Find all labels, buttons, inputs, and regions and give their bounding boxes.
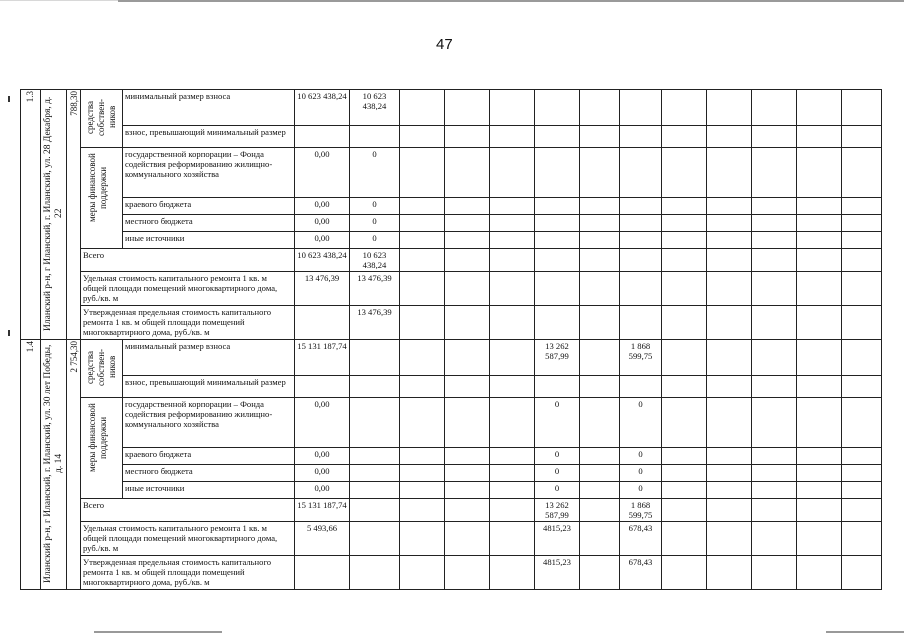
- value-cell: [662, 522, 707, 556]
- margin-mark: [8, 96, 10, 102]
- margin-mark: [8, 330, 10, 336]
- row-label: Утвержденная предельная стоимость капитального ремонта 1 кв. м общей площади помещений многоквартирного дома, руб./кв. м: [81, 556, 295, 590]
- value-cell: [707, 90, 752, 126]
- value-cell: [842, 148, 882, 198]
- row-label: краевого бюджета: [123, 198, 295, 215]
- value-cell: [662, 249, 707, 272]
- value-cell: [490, 448, 535, 465]
- table-row: [21, 499, 882, 522]
- value-cell: [400, 232, 445, 249]
- table-row: [21, 522, 882, 556]
- value-cell: [490, 215, 535, 232]
- value-cell: [797, 522, 842, 556]
- value-cell: [752, 249, 797, 272]
- value-cell: [400, 90, 445, 126]
- page-number: 47: [436, 36, 453, 53]
- section-number-cell: [21, 90, 41, 340]
- value-cell: [350, 376, 400, 398]
- table-row: [21, 306, 882, 340]
- value-cell: [842, 376, 882, 398]
- owners-funds-label: средства собствен-ников: [84, 98, 117, 136]
- value-cell: [535, 90, 580, 126]
- value-cell: [707, 126, 752, 148]
- value-cell: [445, 306, 490, 340]
- row-label: Удельная стоимость капитального ремонта 1 кв. м общей площади помещений многоквартирного дома, руб./кв. м: [81, 522, 295, 556]
- value-cell: 0: [350, 148, 400, 198]
- value-cell: [797, 148, 842, 198]
- value-cell: [752, 376, 797, 398]
- area-cell: [67, 90, 81, 340]
- value-cell: [752, 272, 797, 306]
- value-cell: 0,00: [295, 398, 350, 448]
- owners-funds-label: средства собствен-ников: [84, 348, 117, 386]
- value-cell: [797, 249, 842, 272]
- value-cell: [580, 232, 620, 249]
- table-row: [21, 215, 882, 232]
- value-cell: 0: [535, 398, 580, 448]
- value-cell: 10 623 438,24: [295, 90, 350, 126]
- financial-support-label: меры финансовой поддержки: [86, 403, 108, 473]
- value-cell: 0: [535, 482, 580, 499]
- table-row: [21, 340, 882, 376]
- value-cell: [707, 398, 752, 448]
- value-cell: [707, 249, 752, 272]
- value-cell: [797, 340, 842, 376]
- row-label: иные источники: [123, 482, 295, 499]
- value-cell: [580, 556, 620, 590]
- value-cell: [350, 482, 400, 499]
- value-cell: [842, 198, 882, 215]
- value-cell: 4815,23: [535, 522, 580, 556]
- building-address: Иланский р-н, г Иланский, г. Иланский, ул. 28 Декабря, д. 22: [43, 96, 64, 331]
- value-cell: [580, 198, 620, 215]
- value-cell: [580, 398, 620, 448]
- value-cell: [842, 398, 882, 448]
- value-cell: 0,00: [295, 215, 350, 232]
- value-cell: [350, 448, 400, 465]
- value-cell: 5 493,66: [295, 522, 350, 556]
- value-cell: [707, 499, 752, 522]
- value-cell: [842, 465, 882, 482]
- table-row: [21, 198, 882, 215]
- value-cell: [445, 215, 490, 232]
- value-cell: [580, 215, 620, 232]
- value-cell: 13 476,39: [295, 272, 350, 306]
- value-cell: [662, 376, 707, 398]
- value-cell: [662, 398, 707, 448]
- value-cell: [350, 556, 400, 590]
- value-cell: [620, 376, 662, 398]
- value-cell: 10 623 438,24: [350, 249, 400, 272]
- value-cell: [752, 148, 797, 198]
- value-cell: [662, 306, 707, 340]
- value-cell: [400, 499, 445, 522]
- row-label: Удельная стоимость капитального ремонта 1 кв. м общей площади помещений многоквартирного дома, руб./кв. м: [81, 272, 295, 306]
- value-cell: 0,00: [295, 198, 350, 215]
- row-label: государственной корпорации – Фонда содействия реформированию жилищно-коммунального хозяйства: [123, 148, 295, 198]
- value-cell: 0: [620, 482, 662, 499]
- value-cell: [707, 198, 752, 215]
- value-cell: [295, 376, 350, 398]
- value-cell: [662, 198, 707, 215]
- value-cell: [490, 90, 535, 126]
- value-cell: [842, 215, 882, 232]
- value-cell: [842, 306, 882, 340]
- value-cell: [535, 126, 580, 148]
- value-cell: [707, 148, 752, 198]
- table-row: [21, 126, 882, 148]
- value-cell: [707, 376, 752, 398]
- value-cell: [535, 272, 580, 306]
- value-cell: [842, 249, 882, 272]
- value-cell: [295, 556, 350, 590]
- row-label: минимальный размер взноса: [123, 340, 295, 376]
- row-label: краевого бюджета: [123, 448, 295, 465]
- building-address: Иланский р-н, г Иланский, г. Иланский, ул. 30 лет Победы, д. 14: [43, 344, 64, 583]
- value-cell: [662, 126, 707, 148]
- value-cell: 0: [620, 465, 662, 482]
- address-cell: [41, 340, 67, 590]
- value-cell: [797, 499, 842, 522]
- value-cell: [662, 499, 707, 522]
- scan-edge-bottom-right: [826, 631, 904, 633]
- value-cell: [842, 340, 882, 376]
- row-label: взнос, превышающий минимальный размер: [123, 126, 295, 148]
- value-cell: [580, 272, 620, 306]
- table-row: [21, 249, 882, 272]
- value-cell: [400, 198, 445, 215]
- value-cell: [445, 198, 490, 215]
- financial-support-label: меры финансовой поддержки: [86, 153, 108, 223]
- value-cell: 678,43: [620, 556, 662, 590]
- value-cell: [752, 340, 797, 376]
- value-cell: [842, 556, 882, 590]
- value-cell: [620, 90, 662, 126]
- value-cell: [842, 90, 882, 126]
- value-cell: [445, 465, 490, 482]
- value-cell: [445, 448, 490, 465]
- value-cell: [445, 482, 490, 499]
- value-cell: [400, 448, 445, 465]
- value-cell: [797, 376, 842, 398]
- scan-edge-top: [118, 0, 904, 2]
- value-cell: [752, 215, 797, 232]
- value-cell: [535, 148, 580, 198]
- value-cell: [662, 90, 707, 126]
- section-number: 1.3: [25, 91, 35, 103]
- repair-funding-table: [20, 89, 882, 590]
- value-cell: [662, 232, 707, 249]
- value-cell: [580, 126, 620, 148]
- value-cell: [535, 249, 580, 272]
- value-cell: [797, 232, 842, 249]
- value-cell: 0: [350, 198, 400, 215]
- value-cell: [707, 448, 752, 465]
- value-cell: [400, 249, 445, 272]
- value-cell: [620, 198, 662, 215]
- value-cell: [580, 249, 620, 272]
- row-label: иные источники: [123, 232, 295, 249]
- value-cell: [445, 340, 490, 376]
- table-row: [21, 482, 882, 499]
- value-cell: [707, 306, 752, 340]
- building-area: 2 754,30: [69, 341, 79, 373]
- value-cell: 0,00: [295, 232, 350, 249]
- value-cell: [797, 90, 842, 126]
- value-cell: [295, 126, 350, 148]
- value-cell: [445, 499, 490, 522]
- value-cell: [662, 556, 707, 590]
- row-label: взнос, превышающий минимальный размер: [123, 376, 295, 398]
- value-cell: [580, 376, 620, 398]
- value-cell: 0: [535, 465, 580, 482]
- value-cell: [752, 398, 797, 448]
- value-cell: [490, 340, 535, 376]
- value-cell: [535, 215, 580, 232]
- value-cell: [490, 376, 535, 398]
- section-number-cell: [21, 340, 41, 590]
- value-cell: 13 476,39: [350, 306, 400, 340]
- value-cell: [535, 232, 580, 249]
- table-row: [21, 148, 882, 198]
- table-row: [21, 465, 882, 482]
- value-cell: 0,00: [295, 465, 350, 482]
- value-cell: [490, 306, 535, 340]
- value-cell: 13 262 587,99: [535, 340, 580, 376]
- value-cell: [662, 148, 707, 198]
- value-cell: [445, 90, 490, 126]
- value-cell: 0: [620, 398, 662, 448]
- value-cell: 4815,23: [535, 556, 580, 590]
- value-cell: [620, 148, 662, 198]
- value-cell: [490, 465, 535, 482]
- area-cell: [67, 340, 81, 590]
- value-cell: [662, 482, 707, 499]
- value-cell: [400, 148, 445, 198]
- value-cell: 0,00: [295, 482, 350, 499]
- value-cell: [752, 499, 797, 522]
- value-cell: [350, 340, 400, 376]
- value-cell: [400, 126, 445, 148]
- value-cell: [445, 556, 490, 590]
- value-cell: [662, 272, 707, 306]
- value-cell: [580, 306, 620, 340]
- value-cell: [797, 306, 842, 340]
- value-cell: [490, 198, 535, 215]
- value-cell: [535, 198, 580, 215]
- value-cell: [797, 448, 842, 465]
- value-cell: [535, 376, 580, 398]
- table-row: [21, 556, 882, 590]
- value-cell: [445, 232, 490, 249]
- value-cell: [842, 522, 882, 556]
- value-cell: [620, 232, 662, 249]
- value-cell: [797, 272, 842, 306]
- table-row: [21, 272, 882, 306]
- value-cell: [445, 272, 490, 306]
- value-cell: [620, 272, 662, 306]
- row-label: минимальный размер взноса: [123, 90, 295, 126]
- value-cell: [797, 198, 842, 215]
- value-cell: [797, 215, 842, 232]
- value-cell: [445, 376, 490, 398]
- value-cell: [752, 126, 797, 148]
- address-cell: [41, 90, 67, 340]
- value-cell: [580, 340, 620, 376]
- value-cell: [707, 215, 752, 232]
- table-row: [21, 90, 882, 126]
- value-cell: [400, 215, 445, 232]
- value-cell: [620, 215, 662, 232]
- value-cell: 15 131 187,74: [295, 340, 350, 376]
- row-label: местного бюджета: [123, 465, 295, 482]
- value-cell: [707, 232, 752, 249]
- value-cell: [490, 482, 535, 499]
- value-cell: [842, 499, 882, 522]
- value-cell: 0: [350, 215, 400, 232]
- row-label: Утвержденная предельная стоимость капитального ремонта 1 кв. м общей площади помещений многоквартирного дома, руб./кв. м: [81, 306, 295, 340]
- value-cell: [490, 126, 535, 148]
- value-cell: [400, 306, 445, 340]
- value-cell: [662, 465, 707, 482]
- value-cell: [752, 90, 797, 126]
- value-cell: [752, 448, 797, 465]
- value-cell: [350, 465, 400, 482]
- table-row: [21, 448, 882, 465]
- value-cell: [350, 398, 400, 448]
- value-cell: [490, 499, 535, 522]
- value-cell: [350, 126, 400, 148]
- value-cell: [535, 306, 580, 340]
- value-cell: [490, 148, 535, 198]
- value-cell: [842, 272, 882, 306]
- value-cell: 678,43: [620, 522, 662, 556]
- value-cell: [580, 522, 620, 556]
- value-cell: 0,00: [295, 448, 350, 465]
- scan-edge-bottom-left: [94, 631, 222, 633]
- value-cell: [752, 306, 797, 340]
- value-cell: 0,00: [295, 148, 350, 198]
- value-cell: [445, 522, 490, 556]
- value-cell: 0: [620, 448, 662, 465]
- value-cell: [620, 306, 662, 340]
- value-cell: [797, 556, 842, 590]
- value-cell: 10 623 438,24: [350, 90, 400, 126]
- value-cell: [400, 376, 445, 398]
- value-cell: [620, 249, 662, 272]
- value-cell: [400, 465, 445, 482]
- value-cell: 0: [350, 232, 400, 249]
- scan-edge-top-left: [0, 0, 118, 1]
- value-cell: [662, 340, 707, 376]
- value-cell: [842, 126, 882, 148]
- value-cell: 1 868 599,75: [620, 499, 662, 522]
- value-cell: [445, 148, 490, 198]
- value-cell: [490, 272, 535, 306]
- value-cell: [490, 398, 535, 448]
- table-row: [21, 398, 882, 448]
- value-cell: [752, 556, 797, 590]
- value-cell: [400, 556, 445, 590]
- value-cell: [752, 482, 797, 499]
- value-cell: [445, 398, 490, 448]
- row-label: Всего: [81, 249, 295, 272]
- value-cell: [752, 232, 797, 249]
- value-cell: [797, 465, 842, 482]
- value-cell: [842, 482, 882, 499]
- value-cell: [400, 398, 445, 448]
- value-cell: [490, 522, 535, 556]
- value-cell: [580, 448, 620, 465]
- value-cell: [707, 522, 752, 556]
- value-cell: [490, 249, 535, 272]
- value-cell: [580, 499, 620, 522]
- value-cell: 13 262 587,99: [535, 499, 580, 522]
- value-cell: [707, 465, 752, 482]
- owners-funds-cell: [81, 90, 123, 148]
- row-label: местного бюджета: [123, 215, 295, 232]
- building-area: 788,30: [69, 91, 79, 116]
- table-row: [21, 232, 882, 249]
- section-number: 1.4: [25, 341, 35, 353]
- value-cell: 10 623 438,24: [295, 249, 350, 272]
- value-cell: [490, 556, 535, 590]
- value-cell: [797, 398, 842, 448]
- value-cell: [350, 499, 400, 522]
- value-cell: [445, 126, 490, 148]
- value-cell: [842, 232, 882, 249]
- value-cell: [490, 232, 535, 249]
- value-cell: 13 476,39: [350, 272, 400, 306]
- value-cell: [350, 522, 400, 556]
- financial-support-cell: [81, 398, 123, 499]
- value-cell: [295, 306, 350, 340]
- value-cell: [752, 198, 797, 215]
- owners-funds-cell: [81, 340, 123, 398]
- row-label: государственной корпорации – Фонда содействия реформированию жилищно-коммунального хозяйства: [123, 398, 295, 448]
- value-cell: [400, 482, 445, 499]
- value-cell: [445, 249, 490, 272]
- value-cell: [662, 215, 707, 232]
- value-cell: [580, 465, 620, 482]
- value-cell: [752, 465, 797, 482]
- value-cell: [707, 272, 752, 306]
- value-cell: [662, 448, 707, 465]
- value-cell: [842, 448, 882, 465]
- value-cell: 1 868 599,75: [620, 340, 662, 376]
- value-cell: 0: [535, 448, 580, 465]
- value-cell: [400, 272, 445, 306]
- table-row: [21, 376, 882, 398]
- value-cell: [400, 340, 445, 376]
- value-cell: [707, 340, 752, 376]
- value-cell: [797, 482, 842, 499]
- value-cell: [707, 556, 752, 590]
- value-cell: [400, 522, 445, 556]
- financial-support-cell: [81, 148, 123, 249]
- value-cell: [620, 126, 662, 148]
- value-cell: [752, 522, 797, 556]
- row-label: Всего: [81, 499, 295, 522]
- value-cell: [797, 126, 842, 148]
- value-cell: [580, 148, 620, 198]
- value-cell: [707, 482, 752, 499]
- value-cell: [580, 482, 620, 499]
- value-cell: 15 131 187,74: [295, 499, 350, 522]
- value-cell: [580, 90, 620, 126]
